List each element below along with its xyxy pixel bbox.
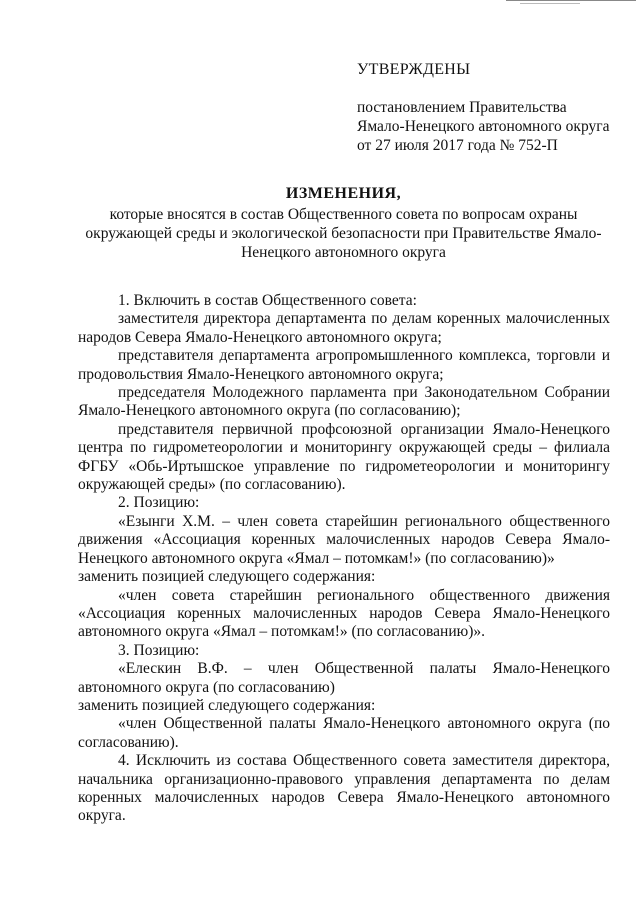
approval-line: от 27 июля 2017 года № 752-П	[357, 137, 558, 154]
paragraph: заместителя директора департамента по делам коренных малочисленных народов Севера Ямало-Ненецкого автономного округа;	[78, 310, 610, 346]
approval-title: УТВЕРЖДЕНЫ	[357, 61, 471, 78]
approval-line: постановлением Правительства	[357, 99, 567, 116]
document-body	[78, 292, 610, 826]
paragraph: 4. Исключить из состава Общественного совета заместителя директора, начальника организационно-правового управления департамента по делам коренных малочисленных народов Севера Ямало-Ненецкого автономного округа.	[78, 752, 610, 825]
paragraph: 1. Включить в состав Общественного совета:	[118, 292, 417, 309]
approval-block	[357, 60, 627, 155]
paragraph: заменить позицией следующего содержания:	[78, 696, 376, 714]
paragraph: «член совета старейшин регионального общественного движения «Ассоциация коренных малочисленных народов Севера Ямало-Ненецкого автономного округа «Ямал – потомкам!» (по согласованию)».	[78, 586, 610, 641]
paragraph: «член Общественной палаты Ямало-Ненецкого автономного округа (по согласованию).	[78, 715, 610, 751]
document-title: ИЗМЕНЕНИЯ,	[285, 185, 402, 202]
paragraph: представителя департамента агропромышленного комплекса, торговли и продовольствия Ямало-Ненецкого автономного округа;	[78, 347, 610, 383]
paragraph: заменить позицией следующего содержания:	[78, 568, 376, 586]
paragraph: председателя Молодежного парламента при Законодательном Собрании Ямало-Ненецкого автономного округа (по согласованию);	[78, 384, 610, 420]
scan-line	[520, 3, 580, 4]
scan-edge-marks	[500, 0, 640, 5]
paragraph: «Езынги Х.М. – член совета старейшин регионального общественного движения «Ассоциация коренных малочисленных народов Севера Ямало-Ненецкого автономного округа «Ямал – потомкам!» (по согласованию)»	[78, 512, 610, 567]
approval-line: Ямало-Ненецкого автономного округа	[357, 118, 610, 135]
paragraph: 3. Позицию:	[118, 641, 200, 659]
document-subtitle: которые вносятся в состав Общественного совета по вопросам охраны окружающей среды и экологической безопасности при Правительстве Ямало-Ненецкого автономного округа	[85, 206, 602, 261]
paragraph: «Елескин В.Ф. – член Общественной палаты Ямало-Ненецкого автономного округа (по согласованию)	[78, 660, 610, 696]
scan-line	[506, 0, 636, 1]
paragraph: 2. Позицию:	[118, 494, 200, 512]
paragraph: представителя первичной профсоюзной организации Ямало-Ненецкого центра по гидрометеорологии и мониторингу окружающей среды – филиала ФГБУ «Обь-Иртышское управление по гидрометеорологии и мониторингу окружающей среды» (по согласованию).	[78, 420, 610, 494]
